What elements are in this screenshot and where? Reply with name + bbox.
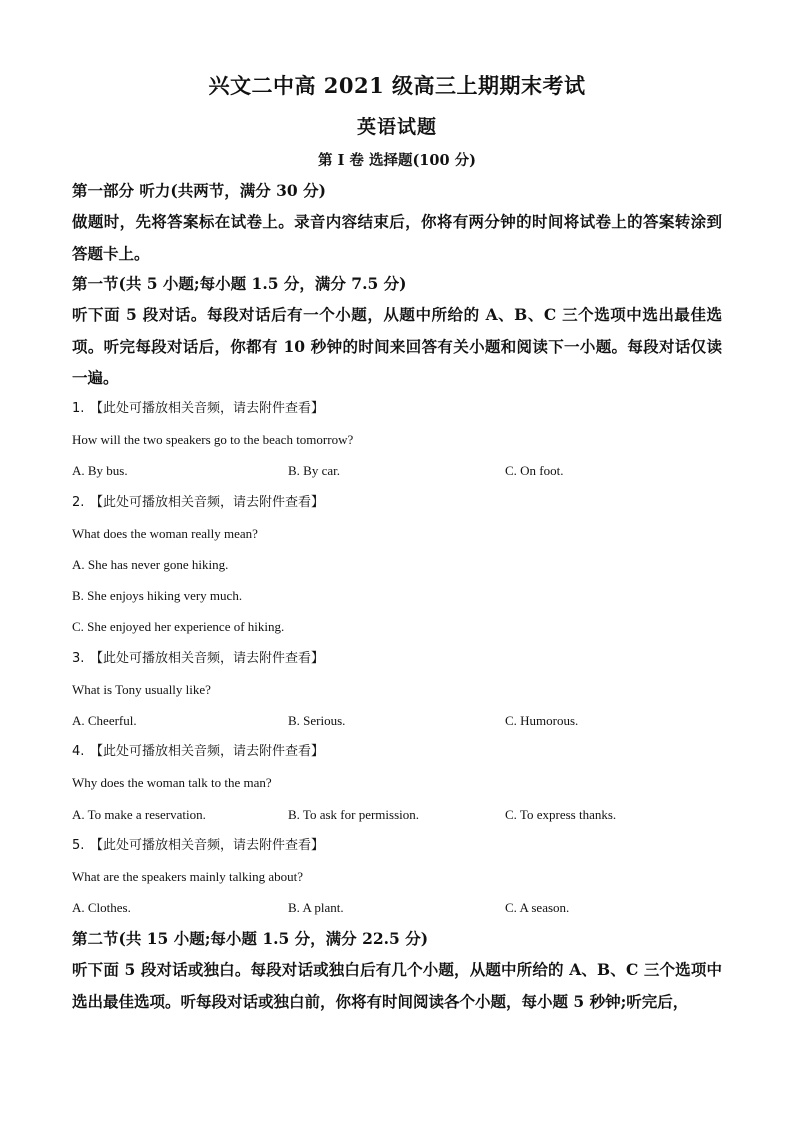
- exam-subject: 英语试题: [356, 116, 437, 138]
- question-4-text: Why does the woman talk to the man?: [72, 775, 272, 790]
- part1-instruction: 做题时，先将答案标在试卷上。录音内容结束后，你将有两分钟的时间将试卷上的答案转涂到答题卡上。: [72, 212, 722, 263]
- section2-title: 第二节(共 15 小题;每小题 1.5 分，满分 22.5 分): [72, 929, 429, 948]
- audio-note: 【此处可播放相关音频，请去附件查看】: [90, 495, 325, 510]
- question-2-option-c: C. She enjoyed her experience of hiking.: [72, 619, 285, 634]
- volume-title: 第 I 卷 选择题(100 分): [318, 152, 476, 169]
- question-2-option-a: A. She has never gone hiking.: [72, 557, 229, 572]
- section2-instruction: 听下面 5 段对话或独白。每段对话或独白后有几个小题，从题中所给的 A、B、C 三个选项中选出最佳选项。听每段对话或独白前，你将有时间阅读各个小题，每小题 5 秒钟;听完后，: [72, 960, 722, 1011]
- question-1-option-b: B. By car.: [288, 463, 340, 478]
- audio-note: 【此处可播放相关音频，请去附件查看】: [90, 651, 325, 666]
- question-5-option-a: A. Clothes.: [72, 900, 131, 915]
- question-3-option-c: C. Humorous.: [505, 713, 579, 728]
- part1-title: 第一部分 听力(共两节，满分 30 分): [72, 181, 326, 200]
- question-1-text: How will the two speakers go to the beach tomorrow?: [72, 432, 354, 447]
- question-1-option-c: C. On foot.: [505, 463, 564, 478]
- question-5-header: [72, 837, 324, 855]
- question-3-text: What is Tony usually like?: [72, 682, 211, 697]
- section1-instruction: 听下面 5 段对话。每段对话后有一个小题，从题中所给的 A、B、C 三个选项中选出最佳选项。听完每段对话后，你都有 10 秒钟的时间来回答有关小题和阅读下一小题。每段对话仅读一遍。: [72, 305, 722, 387]
- question-1-header: [72, 400, 324, 418]
- question-number: 1.: [72, 401, 85, 416]
- audio-note: 【此处可播放相关音频，请去附件查看】: [90, 838, 325, 853]
- question-4-option-c: C. To express thanks.: [505, 807, 617, 822]
- question-number: 2.: [72, 495, 85, 510]
- question-5-option-c: C. A season.: [505, 900, 570, 915]
- audio-note: 【此处可播放相关音频，请去附件查看】: [90, 744, 325, 759]
- question-number: 5.: [72, 838, 85, 853]
- question-5-option-b: B. A plant.: [288, 900, 344, 915]
- question-2-option-b: B. She enjoys hiking very much.: [72, 588, 243, 603]
- question-4-header: [72, 743, 324, 761]
- section1-title: 第一节(共 5 小题;每小题 1.5 分，满分 7.5 分): [72, 274, 407, 293]
- question-number: 3.: [72, 651, 85, 666]
- question-3-option-a: A. Cheerful.: [72, 713, 137, 728]
- question-2-text: What does the woman really mean?: [72, 526, 258, 541]
- exam-title: 兴文二中高 2021 级高三上期期末考试: [208, 73, 586, 98]
- question-1-option-a: A. By bus.: [72, 463, 128, 478]
- question-3-header: [72, 650, 324, 668]
- question-5-text: What are the speakers mainly talking about?: [72, 869, 304, 884]
- question-3-option-b: B. Serious.: [288, 713, 346, 728]
- question-4-option-a: A. To make a reservation.: [72, 807, 206, 822]
- question-number: 4.: [72, 744, 85, 759]
- question-4-option-b: B. To ask for permission.: [288, 807, 420, 822]
- question-2-header: [72, 494, 324, 512]
- audio-note: 【此处可播放相关音频，请去附件查看】: [90, 401, 325, 416]
